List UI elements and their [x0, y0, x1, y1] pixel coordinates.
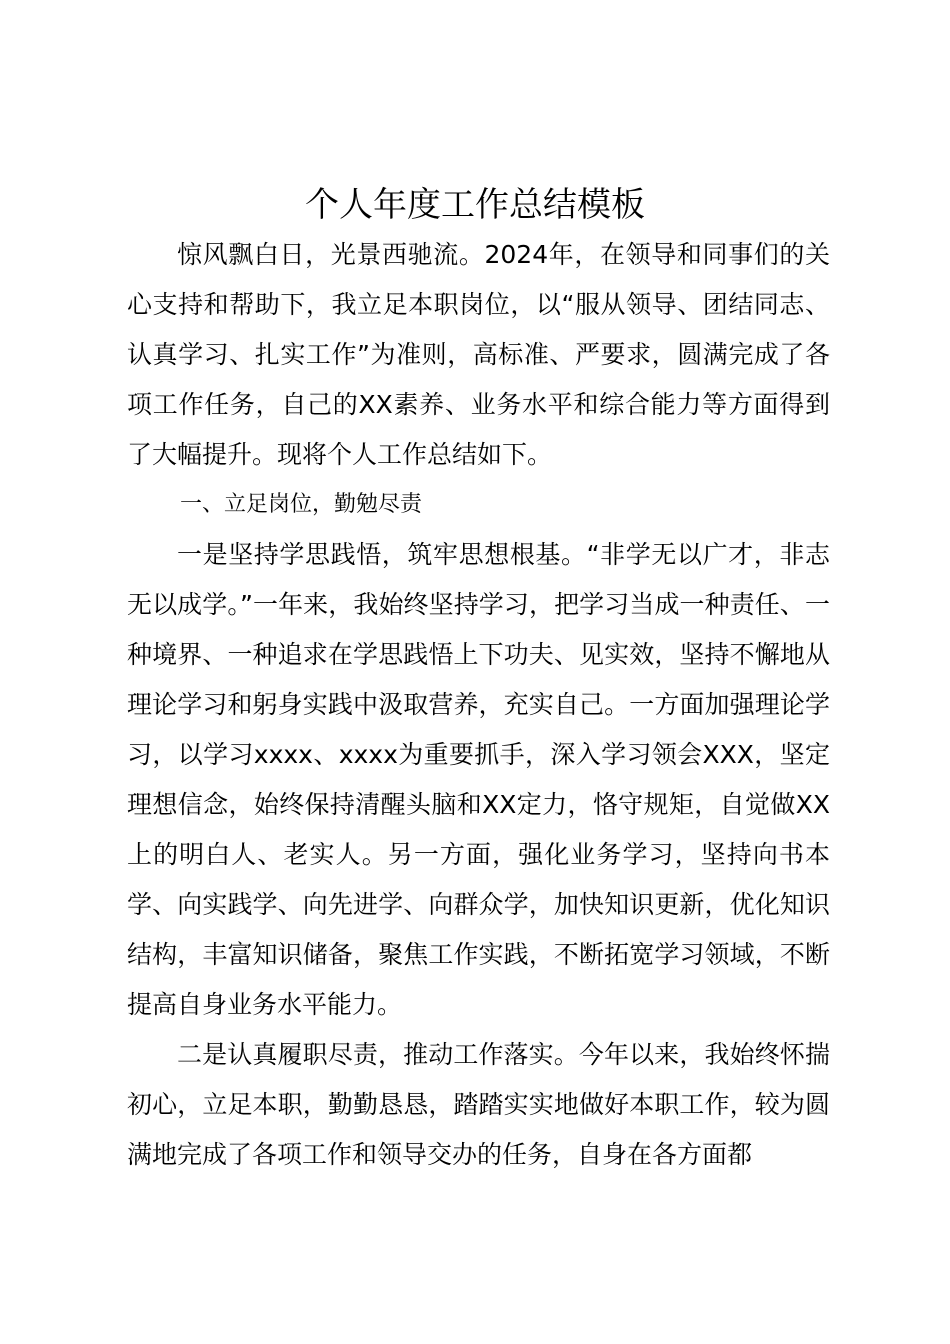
body-paragraph-1: 一是坚持学思践悟，筑牢思想根基。“非学无以广才，非志无以成学。”一年来，我始终坚持学习，把学习当成一种责任、一种境界、一种追求在学思践悟上下功夫、见实效，坚持不懈地从理论学习和躬身实践中汲取营养，充实自己。一方面加强理论学习，以学习xxxx、xxxx为重要抓手，深入学习领会XXX，坚定理想信念，始终保持清醒头脑和XX定力，恪守规矩，自觉做XX上的明白人、老实人。另一方面，强化业务学习，坚持向书本学、向实践学、向先进学、向群众学，加快知识更新，优化知识结构，丰富知识储备，聚焦工作实践，不断拓宽学习领域，不断提高自身业务水平能力。	[127, 540, 830, 1019]
body-paragraph-2: 二是认真履职尽责，推动工作落实。今年以来，我始终怀揣初心，立足本职，勤勤恳恳，踏踏实实地做好本职工作，较为圆满地完成了各项工作和领导交办的任务，自身在各方面都	[127, 1040, 830, 1169]
document-title: 个人年度工作总结模板	[305, 185, 645, 225]
intro-paragraph: 惊风飘白日，光景西驰流。2024年，在领导和同事们的关心支持和帮助下，我立足本职岗位，以“服从领导、团结同志、认真学习、扎实工作”为准则，高标准、严要求，圆满完成了各项工作任务，自己的XX素养、业务水平和综合能力等方面得到了大幅提升。现将个人工作总结如下。	[127, 240, 830, 469]
section-heading: 一、立足岗位，勤勉尽责	[180, 492, 423, 517]
document-body	[127, 230, 830, 1180]
